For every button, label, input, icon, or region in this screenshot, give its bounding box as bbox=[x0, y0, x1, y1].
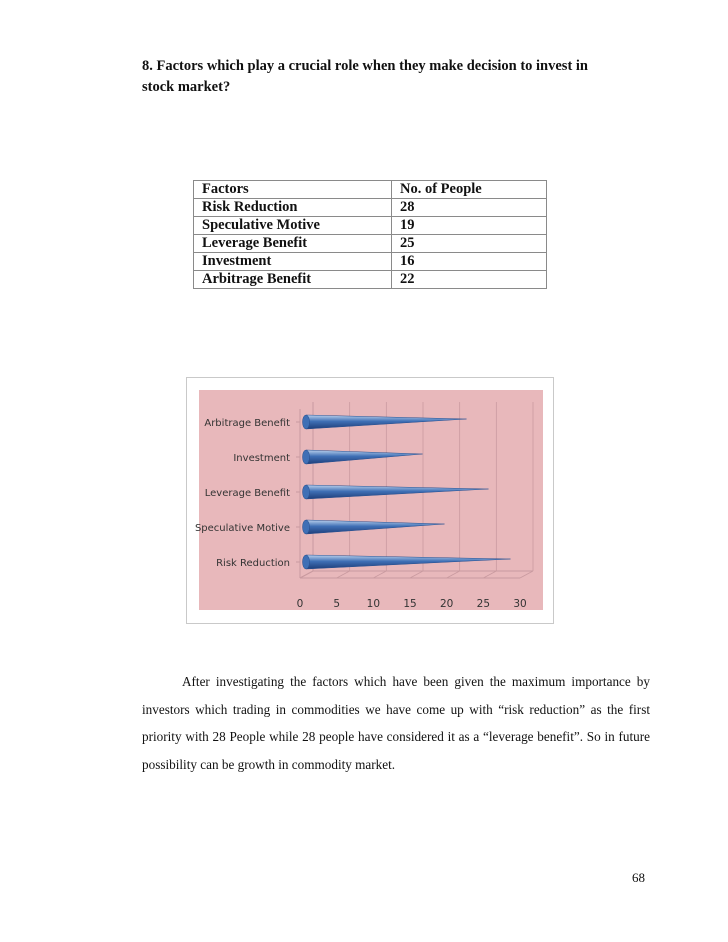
y-category-label: Leverage Benefit bbox=[204, 488, 290, 499]
factors-table bbox=[193, 180, 547, 289]
table-cell-factor: Investment bbox=[194, 253, 392, 271]
x-tick-label: 20 bbox=[439, 598, 454, 610]
heading-line-1: 8. Factors which play a crucial role when they make decision to invest in bbox=[142, 58, 588, 74]
page-number: 68 bbox=[632, 870, 645, 885]
x-tick-label: 0 bbox=[296, 598, 304, 610]
table-cell-factor: Leverage Benefit bbox=[194, 235, 392, 253]
table-header-count: No. of People bbox=[392, 181, 547, 199]
bar-cone-base bbox=[303, 485, 310, 499]
question-heading bbox=[142, 56, 642, 98]
x-tick-label: 25 bbox=[476, 598, 491, 610]
y-category-label: Investment bbox=[233, 453, 290, 464]
table-row bbox=[194, 235, 547, 253]
bar-cone-base bbox=[303, 520, 310, 534]
y-category-label: Arbitrage Benefit bbox=[204, 418, 290, 429]
analysis-paragraph: After investigating the factors which have been given the maximum importance by investors which trading in commodities we have come up with “risk reduction” as the first priority with 28 People while 28 people have considered it as a “leverage benefit”. So in future possibility can be growth in commodity market. bbox=[142, 674, 650, 772]
table-cell-factor: Arbitrage Benefit bbox=[194, 271, 392, 289]
x-tick-label: 5 bbox=[333, 598, 341, 610]
x-tick-label: 15 bbox=[403, 598, 417, 610]
table-header-row bbox=[194, 181, 547, 199]
x-tick-label: 10 bbox=[366, 598, 381, 610]
y-category-label: Risk Reduction bbox=[216, 558, 290, 569]
table-row bbox=[194, 217, 547, 235]
table-row bbox=[194, 271, 547, 289]
chart-svg bbox=[187, 378, 553, 623]
table-cell-count: 16 bbox=[392, 253, 547, 271]
table-cell-factor: Speculative Motive bbox=[194, 217, 392, 235]
table-cell-count: 28 bbox=[392, 199, 547, 217]
heading-line-2: stock market? bbox=[142, 79, 231, 95]
bar-cone-base bbox=[303, 555, 310, 569]
x-tick-label: 30 bbox=[513, 598, 527, 610]
table-row bbox=[194, 253, 547, 271]
factors-chart bbox=[186, 377, 554, 624]
table-header-factors: Factors bbox=[194, 181, 392, 199]
table-cell-count: 22 bbox=[392, 271, 547, 289]
table-row bbox=[194, 199, 547, 217]
table-cell-count: 19 bbox=[392, 217, 547, 235]
table-cell-factor: Risk Reduction bbox=[194, 199, 392, 217]
table-cell-count: 25 bbox=[392, 235, 547, 253]
bar-cone-base bbox=[303, 450, 310, 464]
y-category-label: Speculative Motive bbox=[194, 523, 290, 534]
bar-cone-base bbox=[303, 415, 310, 429]
